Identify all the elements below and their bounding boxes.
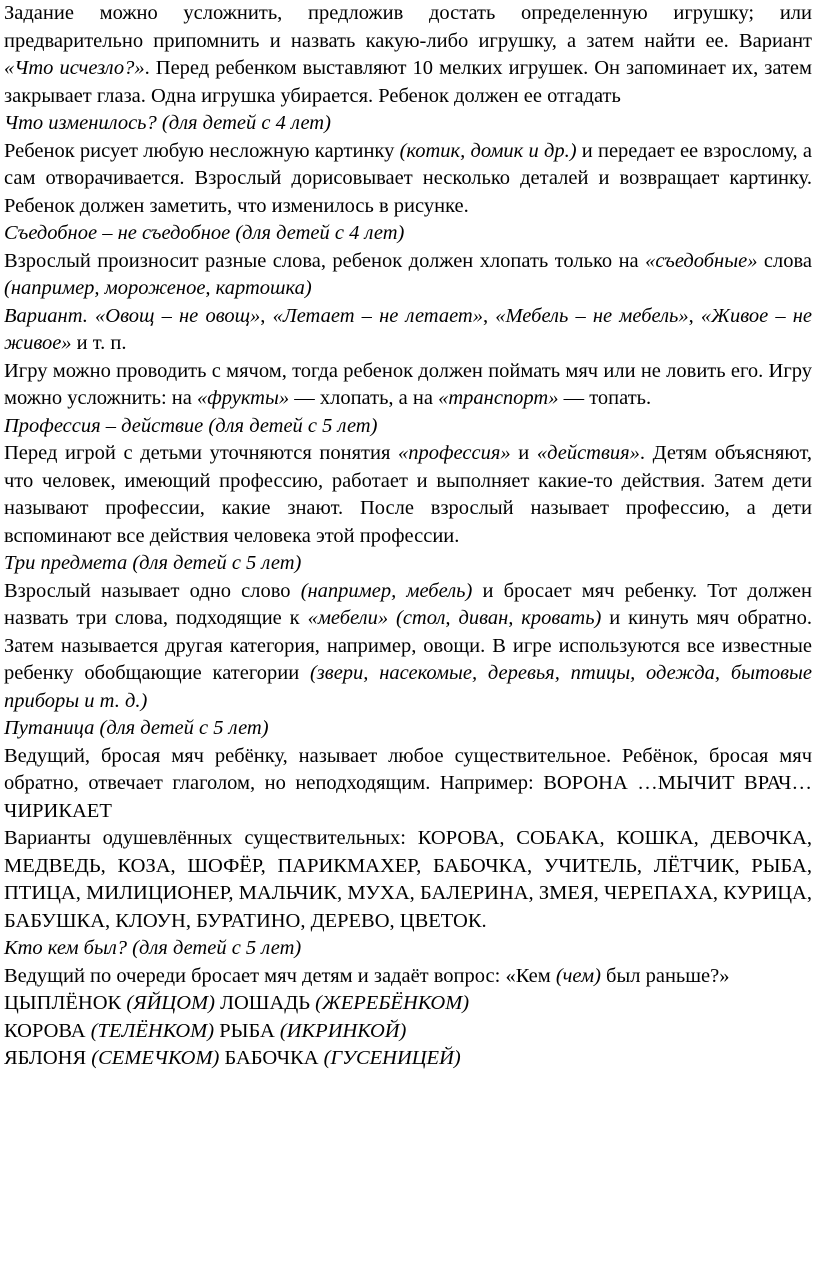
emphasis-text: «транспорт» (438, 387, 559, 409)
text: и кинуть мяч обратно. Затем называется другая категория, например, овощи. В игре используются все известные ребенку обобщающие категории (4, 607, 812, 684)
text: Ведущий по очереди бросает мяч детям и задаёт вопрос: «Кем (4, 964, 556, 987)
noun: ЦЫПЛЁНОК (4, 992, 127, 1014)
game-title: Кто кем был? (для детей с 5 лет) (4, 937, 302, 959)
text: был раньше?» (600, 964, 730, 987)
game-title: Три предмета (для детей с 5 лет) (4, 552, 302, 574)
game-ball-option (4, 358, 812, 413)
emphasis-text: (чем) (555, 964, 601, 987)
noun: КОРОВА (4, 1019, 91, 1042)
answer: (ЖЕРЕБЁНКОМ) (315, 992, 470, 1014)
text: и бросает мяч ребенку. Тот должен назвать три слова, подходящие к (4, 579, 812, 629)
answer-row (4, 1045, 812, 1073)
text: — топать. (558, 387, 652, 409)
text: и т. п. (71, 332, 127, 354)
emphasis-text: «фрукты» (196, 387, 290, 409)
text: Ребенок рисует любую несложную картинку (4, 139, 400, 162)
game-description (4, 138, 812, 221)
game-title: Профессия – действие (для детей с 5 лет) (4, 414, 378, 437)
emphasis-text: «Живое – не живое» (4, 304, 813, 354)
example-text: «мебели» (стол, диван, кровать) (307, 607, 602, 629)
game-title: Съедобное – не съедобное (для детей с 4 лет) (4, 222, 405, 244)
emphasis-text: «Мебель – не мебель» (495, 304, 689, 327)
game-description (4, 248, 812, 303)
game-description: Ведущий, бросая мяч ребёнку, называет любое существительное. Ребёнок, бросая мяч обратно, отвечает глаголом, но неподходящим. Например: ВОРОНА …МЫЧИТ ВРАЧ…ЧИРИКАЕТ (4, 744, 812, 822)
text: Взрослый называет одно слово (4, 579, 301, 602)
example-text: (например, мороженое, картошка) (4, 277, 312, 299)
text: Игру можно проводить с мячом, тогда ребенок должен поймать мяч или не ловить его. Игру можно усложнить: на (4, 359, 812, 409)
text: , (688, 304, 701, 327)
game-description (4, 963, 812, 991)
game-description (4, 578, 812, 716)
game-title: Что изменилось? (для детей с 4 лет) (4, 112, 331, 134)
text: — хлопать, а на (289, 387, 439, 409)
game-name: «Что исчезло?» (4, 57, 145, 79)
example-text: (котик, домик и др.) (399, 139, 577, 162)
noun: РЫБА (214, 1019, 280, 1042)
text: Взрослый произносит разные слова, ребенок должен хлопать только на (4, 249, 646, 272)
answer: (ИКРИНКОЙ) (279, 1019, 407, 1042)
text: . Перед ребенком выставляют 10 мелких игрушек. Он запоминает их, затем закрывает глаза. Одна игрушка убирается. Ребенок должен ее отгадать (4, 57, 812, 107)
example-text: (например, мебель) (300, 579, 473, 602)
answer-row (4, 1018, 812, 1046)
noun: ЯБЛОНЯ (4, 1047, 92, 1069)
noun: БАБОЧКА (219, 1047, 324, 1069)
emphasis-text: «профессия» (398, 442, 511, 464)
noun: ЛОШАДЬ (214, 992, 316, 1014)
emphasis-text: «Летает – не летает» (272, 304, 483, 327)
text: и (510, 442, 537, 464)
answer: (ГУСЕНИЦЕЙ) (323, 1047, 461, 1069)
emphasis-text: «действия» (536, 442, 640, 464)
emphasis-text: Вариант. «Овощ – не овощ» (4, 304, 261, 327)
answer-row (4, 990, 812, 1018)
text: слова (757, 249, 812, 272)
text: , (482, 304, 496, 327)
text: и передает ее взрослому, а сам отворачивается. Взрослый дорисовывает несколько деталей и возвращает картинку. Ребенок должен заметить, что изменилось в рисунке. (4, 139, 812, 217)
emphasis-text: «съедобные» (645, 249, 758, 272)
text: Перед игрой с детьми уточняются понятия (4, 442, 398, 464)
game-description (4, 440, 812, 550)
text: Задание можно усложнить, предложив достать определенную игрушку; или предварительно припомнить и назвать какую-либо игрушку, а затем найти ее. Вариант (4, 2, 812, 52)
game-variant (4, 303, 812, 358)
example-text: (звери, насекомые, деревья, птицы, одежда, бытовые приборы и т. д.) (4, 662, 812, 712)
text: , (260, 304, 273, 327)
answer: (СЕМЕЧКОМ) (91, 1047, 220, 1069)
answer: (ТЕЛЁНКОМ) (90, 1019, 215, 1042)
game-title: Путаница (для детей с 5 лет) (4, 717, 269, 739)
text: . Детям объясняют, что человек, имеющий профессию, работает и выполняет какие-то действия. Затем дети называют профессии, какие знают. После взрослый называет профессию, а дети вспоминают все действия человека этой профессии. (4, 442, 812, 547)
intro-paragraph (4, 0, 812, 110)
noun-list: Варианты одушевлённых существительных: КОРОВА, СОБАКА, КОШКА, ДЕВОЧКА, МЕДВЕДЬ, КОЗА, ШОФЁР, ПАРИКМАХЕР, БАБОЧКА, УЧИТЕЛЬ, ЛЁТЧИК, РЫБА, ПТИЦА, МИЛИЦИОНЕР, МАЛЬЧИК, МУХА, БАЛЕРИНА, ЗМЕЯ, ЧЕРЕПАХА, КУРИЦА, БАБУШКА, КЛОУН, БУРАТИНО, ДЕРЕВО, ЦВЕТОК. (4, 827, 812, 932)
answer: (ЯЙЦОМ) (126, 992, 215, 1014)
